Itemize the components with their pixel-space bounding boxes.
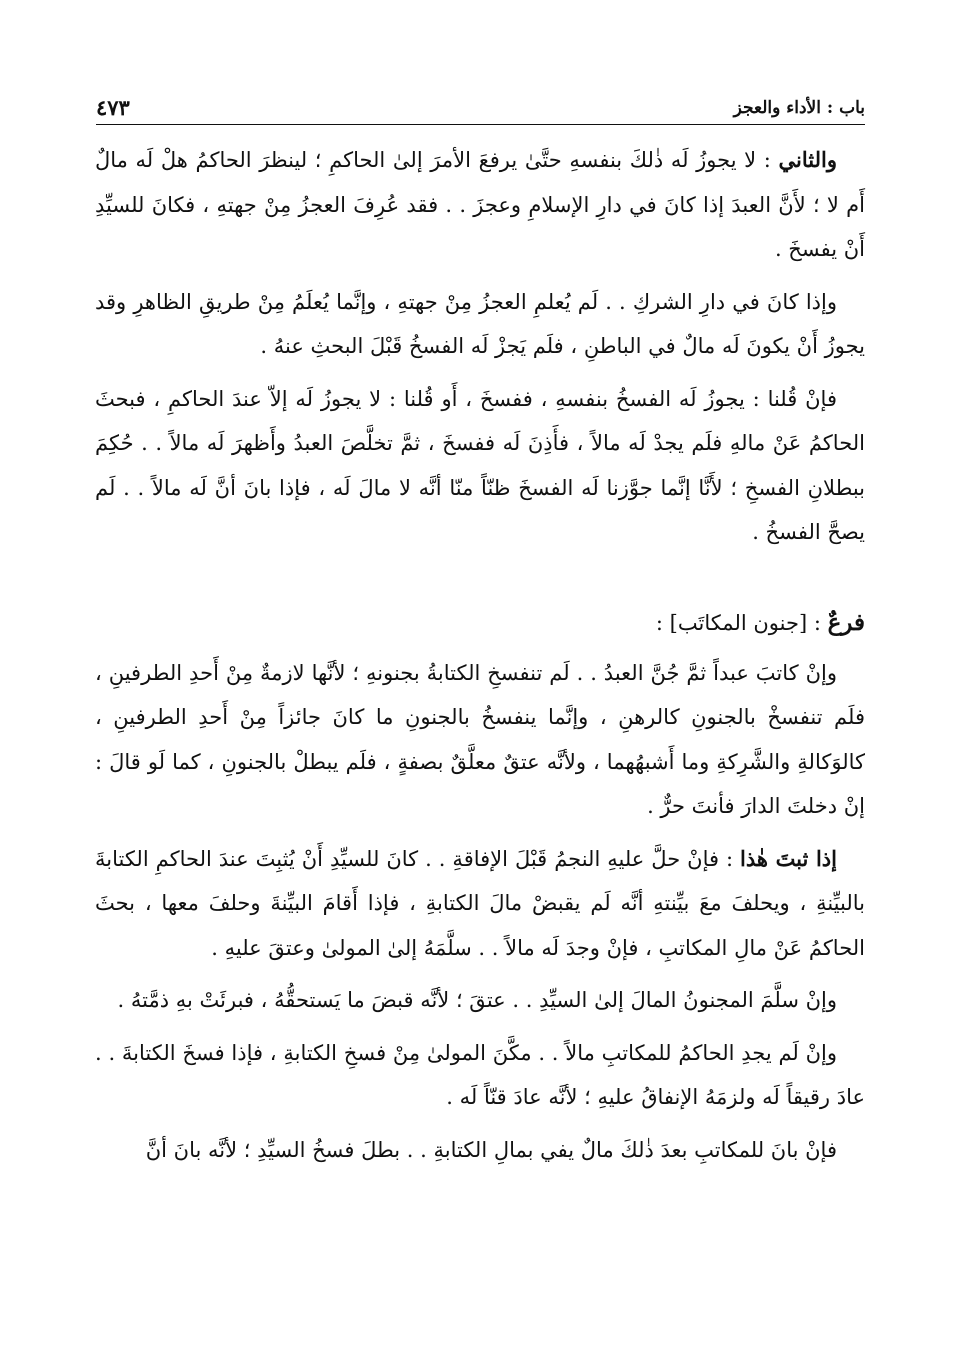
body-text (95, 138, 865, 1180)
paragraph-text: وإذا كانَ في دارِ الشركِ . . لَم يُعلمِ العجزُ مِنْ جهتهِ ، وإنَّما يُعلَمُ مِنْ طريقِ الظاهرِ وقد يجوزُ أَنْ يكونَ لَه مالٌ في الباطنِ ، فلَم يَجزْ لَه الفسخُ قَبْلَ البحثِ عنهُ . (95, 289, 865, 358)
paragraph-lead: والثاني (778, 147, 837, 172)
paragraph (95, 1128, 865, 1173)
paragraph-text: : فإنْ حلَّ عليهِ النجمُ قَبْلَ الإفاقةِ . . كانَ للسيِّدِ أَنْ يُثبِتَ عندَ الحاكمِ الكتابةَ بالبيِّنةِ ، ويحلفَ معَ بيِّنتهِ أنَّه لَم يقبضْ مالَ الكتابةِ ، فإذا أَقامَ البيِّنةَ وحلفَ معها ، بحثَ الحاكمُ عَنْ مالِ المكاتبِ ، فإنْ وجدَ لَه مالاً . . سلَّمَهُ إلىٰ المولىٰ وعتقَ عليهِ . (95, 846, 865, 960)
paragraph (95, 978, 865, 1023)
page-header (96, 86, 865, 125)
paragraph-text: فإنْ بانَ للمكاتبِ بعدَ ذٰلكَ مالٌ يفي بمالِ الكتابةِ . . بطلَ فسخُ السيِّدِ ؛ لأنَّه بانَ أنَّ (145, 1137, 837, 1162)
paragraph (95, 377, 865, 555)
section-heading-text: : [جنون المكاتَب] : (655, 610, 828, 635)
running-title: باب : الأداء والعجز (733, 98, 865, 118)
paragraph-text: وإنْ سلَّمَ المجنونُ المالَ إلىٰ السيِّدِ . . عتقَ ؛ لأنَّه قبضَ ما يَستحقُّهُ ، فبرئَتْ بهِ ذمَّتهُ . (117, 988, 837, 1012)
paragraph (95, 651, 865, 829)
section-heading-lead: فرعٌ (827, 608, 865, 636)
page-number: ٤٧٣ (96, 95, 130, 120)
paragraph-text: وإنْ كاتبَ عبداً ثمَّ جُنَّ العبدُ . . لَم تنفسخِ الكتابةُ بجنونهِ ؛ لأنَّها لازمةٌ مِنْ أَحدِ الطرفينِ ، فلَم تنفسخْ بالجنونِ كالرهنِ ، وإنَّما ينفسخُ بالجنونِ ما كانَ جائزاً مِنْ أَحدِ الطرفينِ ، كالوَكالةِ والشَّرِكةِ وما أَشبهُهما ، ولأنَّه عتقٌ معلَّقٌ بصفةٍ ، فلَم يبطلْ بالجنونِ ، كما لَو قالَ : إنْ دخلتَ الدارَ فأنتَ حرٌّ . (95, 660, 865, 818)
paragraph (95, 138, 865, 272)
paragraph-text: فإنْ قُلنا : يجوزُ لَه الفسخُ بنفسهِ ، ففسخَ ، أَو قُلنا : لا يجوزُ لَه إلاّ عندَ الحاكمِ ، فبحثَ الحاكمُ عَنْ مالهِ فلَم يجدْ لَه مالاً ، فأَذِنَ لَه ففسخَ ، ثمَّ تخلَّصَ العبدُ وأَظهرَ لَه مالاً . . حُكِمَ ببطلانِ الفسخِ ؛ لأَنَّا إنَّما جوَّزنا لَه الفسخَ ظنّاً منّا أنَّه لا مالَ لَه ، فإذا بانَ أنَّ لَه مالاً . . لَم يصحَّ الفسخُ . (95, 386, 865, 544)
paragraph (95, 837, 865, 971)
paragraph-text: : لا يجوزُ لَه ذٰلكَ بنفسهِ حتَّىٰ يرفعَ الأمرَ إلىٰ الحاكمِ ؛ لينظرَ الحاكمُ هلْ لَه مالٌ أَم لا ؛ لأَنَّ العبدَ إذا كانَ في دارِ الإسلامِ وعجزَ . . فقد عُرِفَ العجزُ مِنْ جهتهِ ، فكانَ للسيِّدِ أَنْ يفسخَ . (95, 148, 865, 261)
paragraph-lead: إذا ثبتَ هٰذا (740, 845, 837, 871)
paragraph-text: وإنْ لَم يجدِ الحاكمُ للمكاتبِ مالاً . . مكَّنَ المولىٰ مِنْ فسخِ الكتابةِ ، فإذا فسخَ الكتابةَ . . عادَ رقيقاً لَه ولزمَهُ الإنفاقُ عليهِ ؛ لأنَّه عادَ قنّاً لَه . (95, 1040, 865, 1109)
paragraph (95, 1031, 865, 1120)
section-heading (95, 601, 865, 645)
paragraph (95, 280, 865, 369)
